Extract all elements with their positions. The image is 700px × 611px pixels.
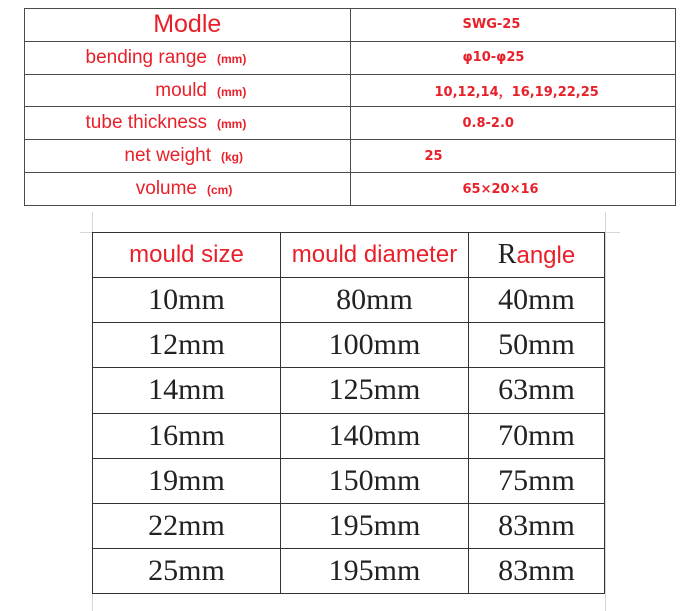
- cell-mould-diameter: 195mm: [281, 548, 469, 593]
- spec-row-unit: (kg): [221, 150, 243, 165]
- cell-mould-diameter: 125mm: [281, 368, 469, 413]
- cell-mould-diameter: 80mm: [281, 278, 469, 323]
- cell-mould-diameter: 195mm: [281, 503, 469, 548]
- mould-size-table: [92, 232, 605, 594]
- cell-angle: 63mm: [469, 368, 605, 413]
- spec-row: [25, 173, 676, 206]
- spec-row-name: bending range: [85, 46, 207, 68]
- spec-row-unit: (mm): [217, 84, 247, 99]
- spec-row-name: tube thickness: [85, 112, 207, 134]
- spec-row-unit: (mm): [217, 117, 247, 132]
- grid-line: [605, 212, 606, 611]
- cell-angle: 70mm: [469, 413, 605, 458]
- spec-row-value: 65×20×16: [350, 173, 676, 206]
- spec-row-value: φ10-φ25: [350, 41, 676, 74]
- table-row: [93, 323, 605, 368]
- spec-row-unit: (mm): [217, 51, 247, 66]
- cell-mould-diameter: 140mm: [281, 413, 469, 458]
- spec-row-name: net weight: [124, 145, 211, 167]
- spec-row-name: volume: [135, 178, 197, 200]
- header-mould-size: mould size: [93, 233, 281, 278]
- spec-table: [24, 8, 676, 206]
- cell-mould-diameter: 100mm: [281, 323, 469, 368]
- spec-title-value: SWG-25: [350, 9, 676, 42]
- table-row: [93, 548, 605, 593]
- table-row: [93, 368, 605, 413]
- cell-mould-size: 25mm: [93, 548, 281, 593]
- spec-row-value: 0.8-2.0: [350, 107, 676, 140]
- cell-angle: 50mm: [469, 323, 605, 368]
- cell-angle: 83mm: [469, 548, 605, 593]
- spec-row: [25, 41, 676, 74]
- cell-angle: 40mm: [469, 278, 605, 323]
- cell-mould-size: 22mm: [93, 503, 281, 548]
- cell-mould-size: 14mm: [93, 368, 281, 413]
- table-row: [93, 413, 605, 458]
- spec-row-value: 25: [350, 140, 676, 173]
- spec-row-value: 10,12,14，16,19,22,25: [350, 74, 676, 107]
- header-angle-prefix: R: [497, 239, 517, 271]
- header-angle-label: angle: [516, 242, 576, 270]
- spec-row: [25, 140, 676, 173]
- cell-angle: 83mm: [469, 503, 605, 548]
- cell-mould-diameter: 150mm: [281, 458, 469, 503]
- spec-row: [25, 107, 676, 140]
- spec-row-name: mould: [155, 79, 207, 101]
- cell-mould-size: 10mm: [93, 278, 281, 323]
- header-mould-diameter: mould diameter: [281, 233, 469, 278]
- cell-mould-size: 16mm: [93, 413, 281, 458]
- table-row: [93, 458, 605, 503]
- cell-mould-size: 19mm: [93, 458, 281, 503]
- table-header-row: [93, 233, 605, 278]
- cell-angle: 75mm: [469, 458, 605, 503]
- spec-title-row: [25, 9, 676, 42]
- table-row: [93, 278, 605, 323]
- spec-row-unit: (cm): [207, 183, 233, 198]
- table-row: [93, 503, 605, 548]
- spec-row: [25, 74, 676, 107]
- header-angle: [469, 233, 605, 278]
- spec-title-label: Modle: [25, 9, 351, 42]
- cell-mould-size: 12mm: [93, 323, 281, 368]
